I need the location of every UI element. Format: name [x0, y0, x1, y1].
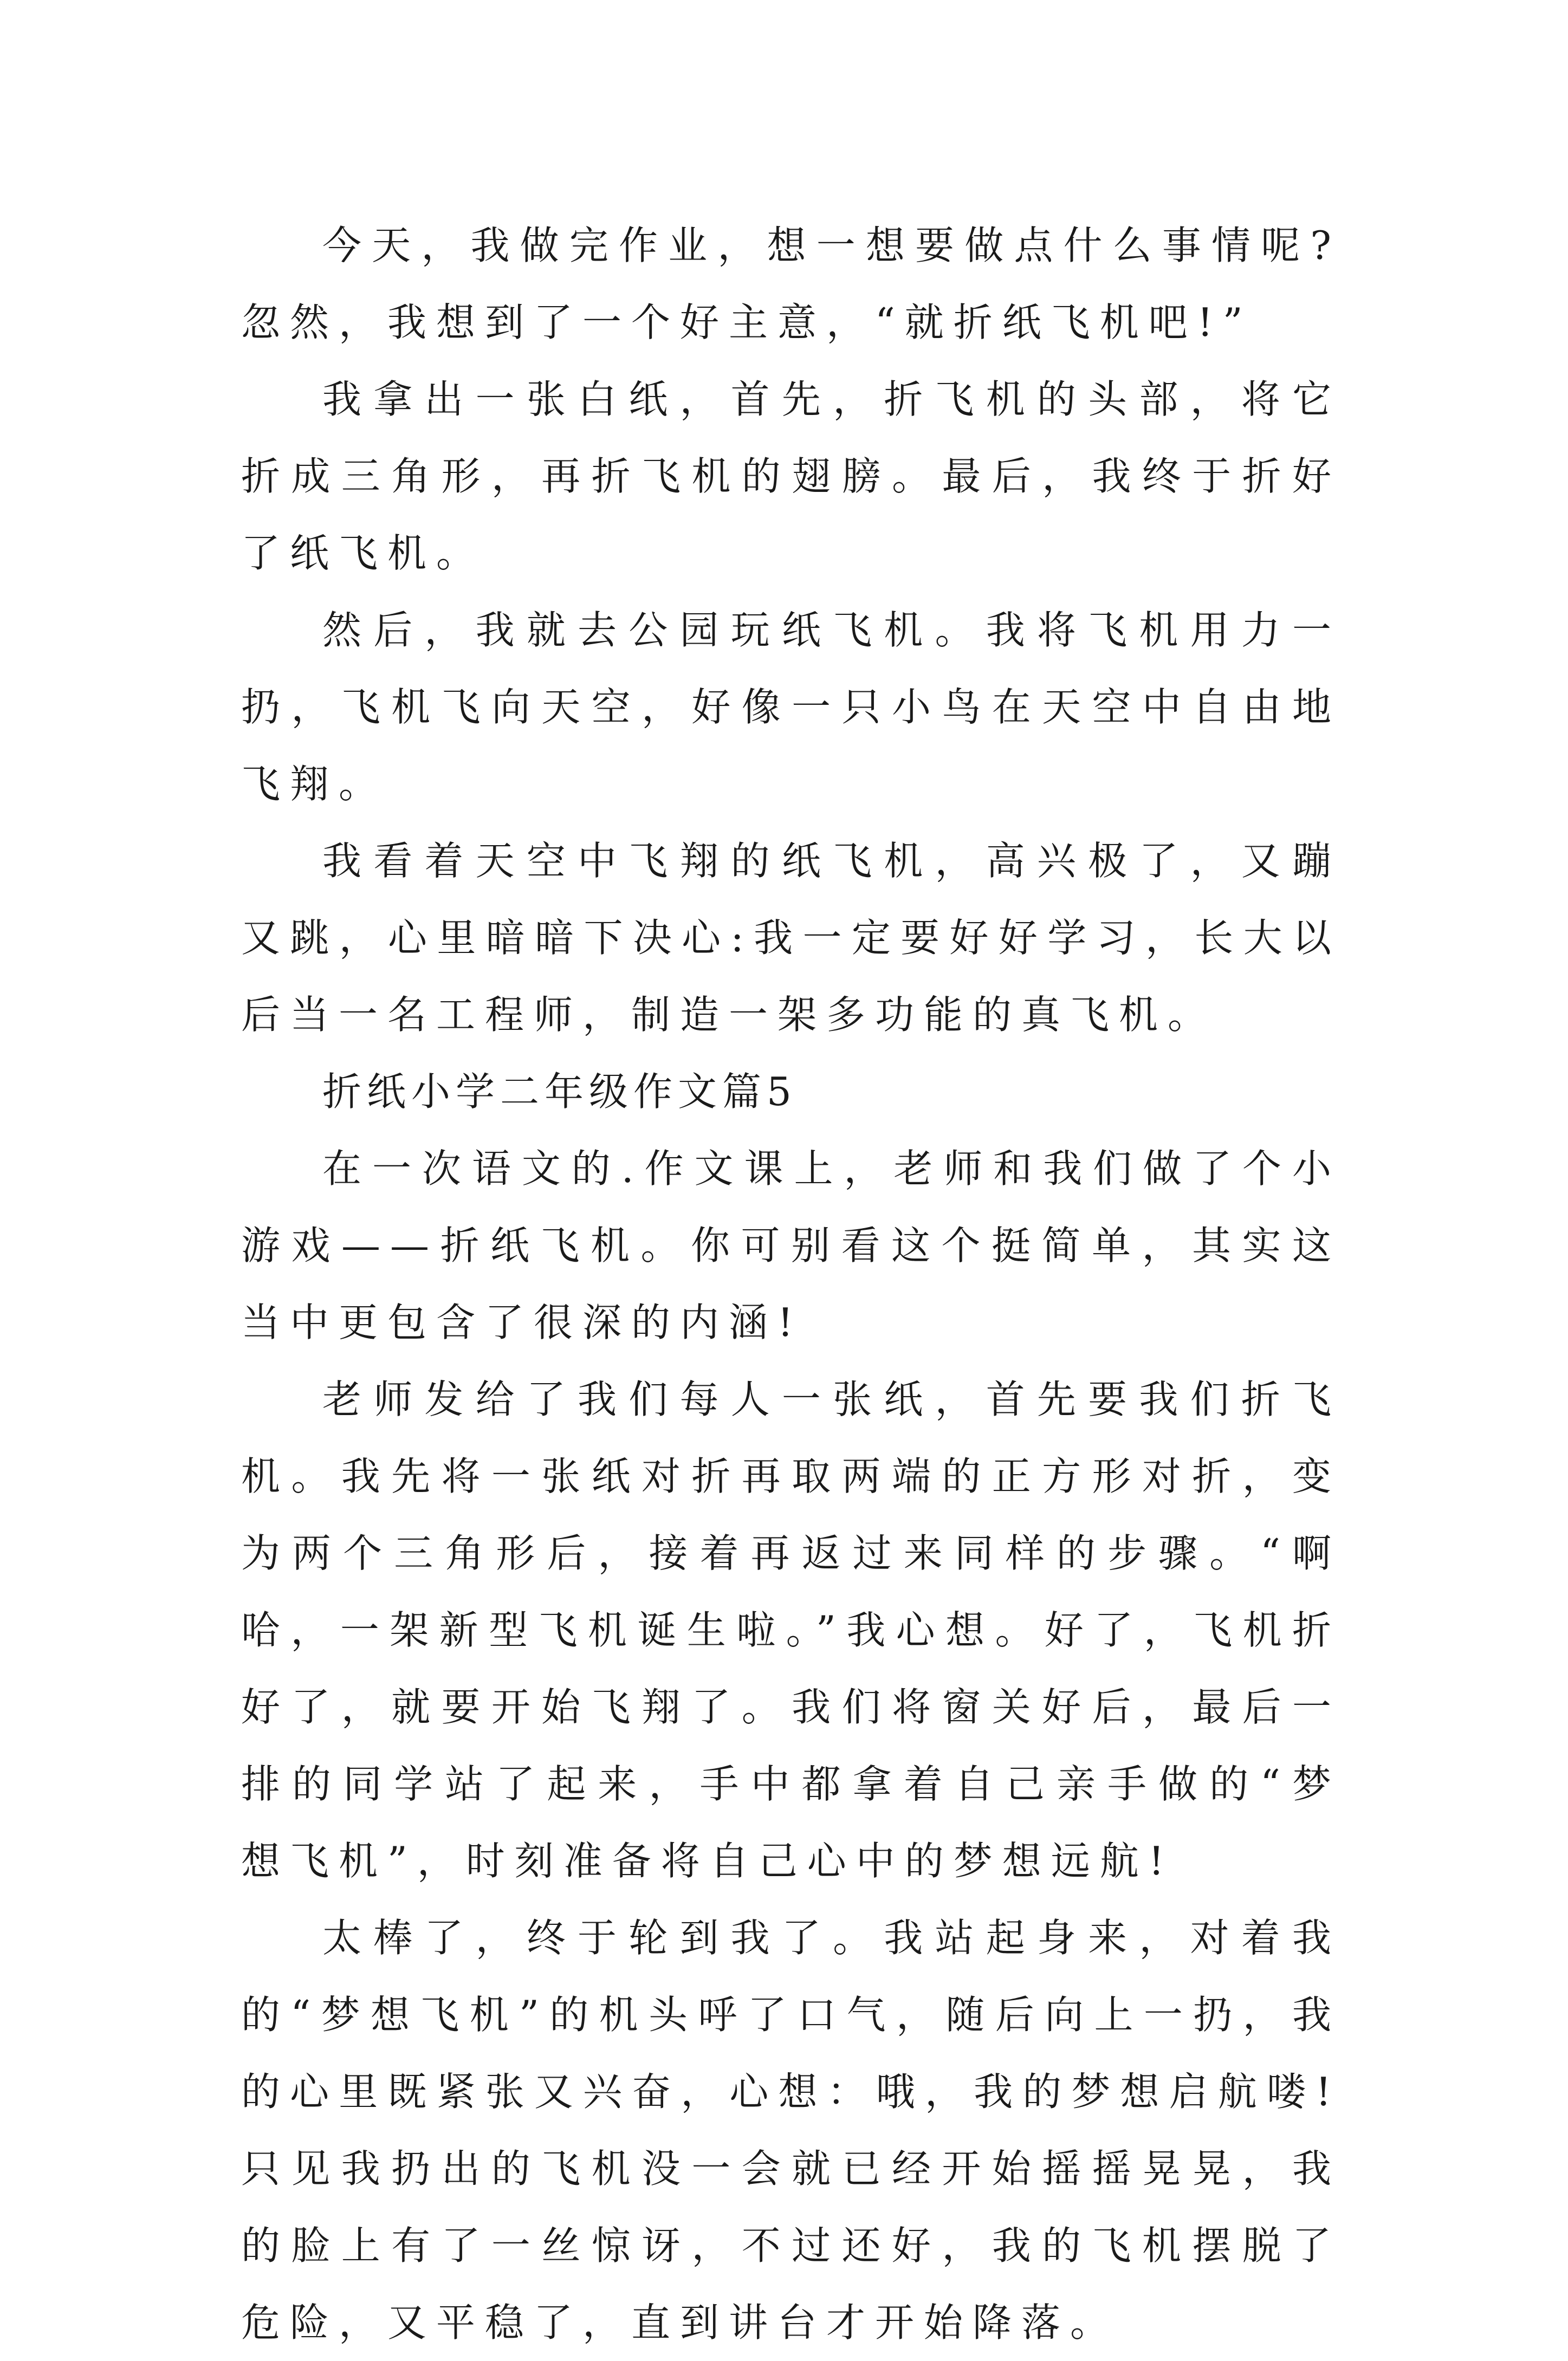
paragraph-3: 然后，我就去公园玩纸飞机。我将飞机用力一扔，飞机飞向天空，好像一只小鸟在天空中自由地飞翔。: [241, 607, 1341, 807]
section-heading: 折纸小学二年级作文篇5: [322, 1069, 797, 1114]
document-page: [241, 207, 1341, 2361]
paragraph-2: 我拿出一张白纸，首先，折飞机的头部，将它折成三角形，再折飞机的翅膀。最后，我终于折好了纸飞机。: [241, 377, 1341, 576]
paragraph-7: 太棒了，终于轮到我了。我站起身来，对着我的“梦想飞机”的机头呼了口气，随后向上一扔，我的心里既紧张又兴奋，心想：哦，我的梦想启航喽!只见我扔出的飞机没一会就已经开始摇摇晃晃，我的脸上有了一丝惊讶，不过还好，我的飞机摆脱了危险，又平稳了，直到讲台才开始降落。: [241, 1915, 1341, 2345]
paragraph-5: 在一次语文的.作文课上，老师和我们做了个小游戏——折纸飞机。你可别看这个挺简单，其实这当中更包含了很深的内涵!: [241, 1146, 1341, 1345]
paragraph-6: 老师发给了我们每人一张纸，首先要我们折飞机。我先将一张纸对折再取两端的正方形对折，变为两个三角形后，接着再返过来同样的步骤。“啊哈，一架新型飞机诞生啦。”我心想。好了，飞机折好了，就要开始飞翔了。我们将窗关好后，最后一排的同学站了起来，手中都拿着自己亲手做的“梦想飞机”，时刻准备将自己心中的梦想远航!: [241, 1377, 1341, 1884]
paragraph-4: 我看着天空中飞翔的纸飞机，高兴极了，又蹦又跳，心里暗暗下决心:我一定要好好学习，长大以后当一名工程师，制造一架多功能的真飞机。: [241, 838, 1341, 1037]
paragraph-1: 今天，我做完作业，想一想要做点什么事情呢?忽然，我想到了一个好主意，“就折纸飞机吧!”: [241, 223, 1341, 345]
